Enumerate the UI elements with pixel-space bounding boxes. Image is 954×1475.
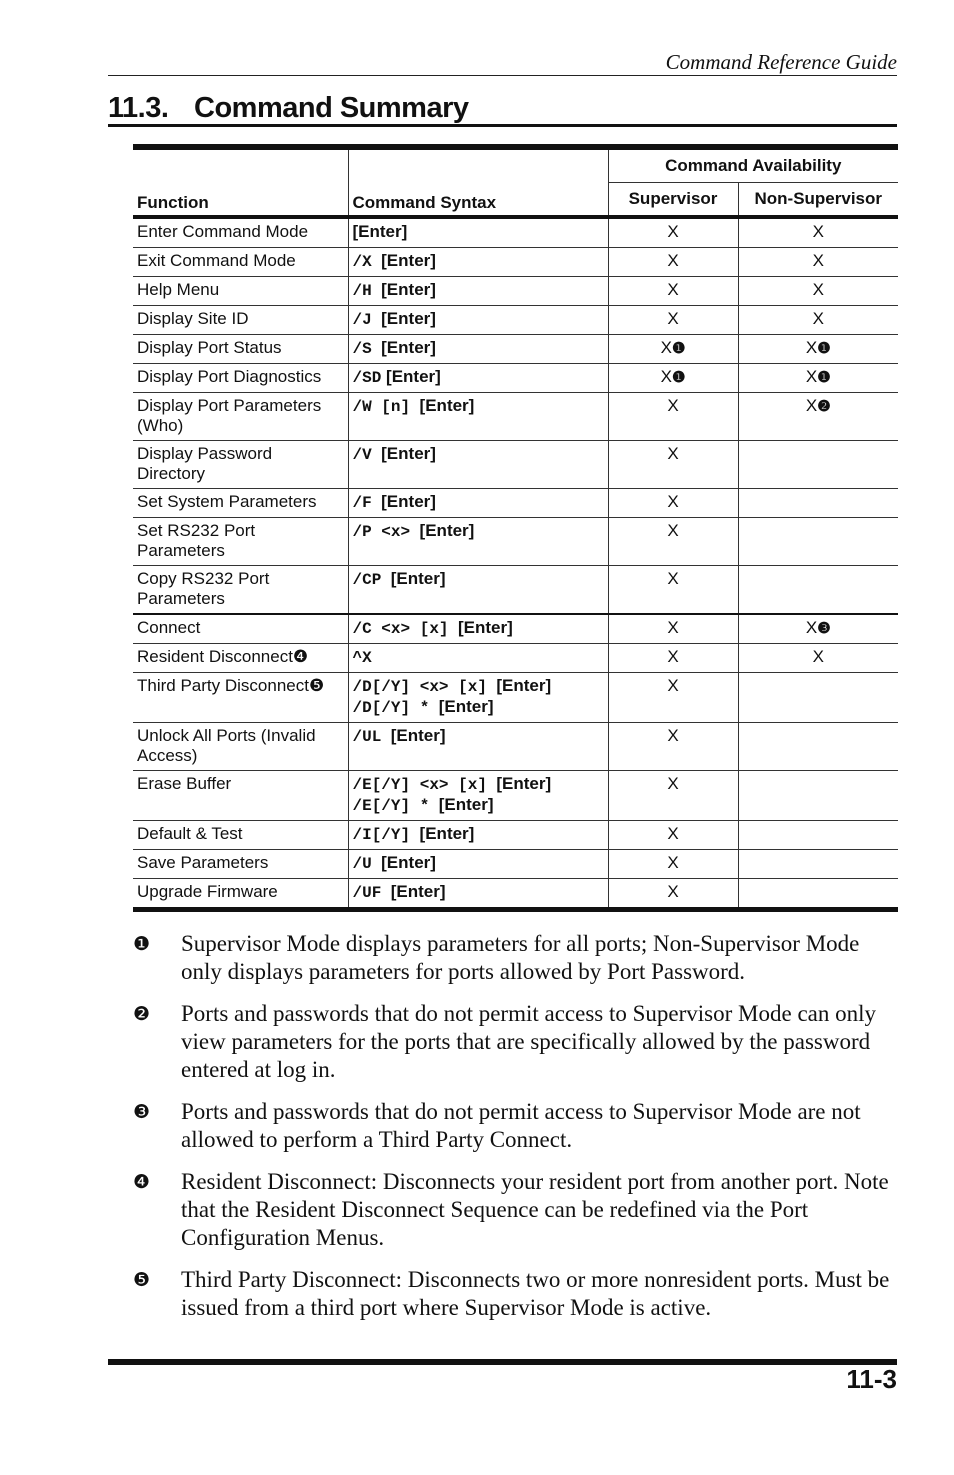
command-key: [Enter] xyxy=(429,697,494,716)
availability-mark: X xyxy=(660,338,672,357)
footnote-ref: ❶ xyxy=(817,369,831,386)
cell-syntax xyxy=(348,441,608,489)
footnote-number-icon: ❸ xyxy=(133,1101,151,1123)
cell-function: Erase Buffer xyxy=(133,771,348,821)
availability-mark: X xyxy=(667,444,679,463)
availability-mark: X xyxy=(667,492,679,511)
cell-supervisor xyxy=(608,644,738,673)
syntax-line xyxy=(353,492,604,513)
command-code: /E[/Y] * xyxy=(352,797,430,815)
table-row xyxy=(133,335,898,364)
cell-non-supervisor xyxy=(738,614,898,644)
cell-syntax xyxy=(348,723,608,771)
cell-function: Unlock All Ports (Invalid Access) xyxy=(133,723,348,771)
command-code: /W [n] xyxy=(352,398,411,416)
cell-syntax xyxy=(348,673,608,723)
cell-non-supervisor xyxy=(738,393,898,441)
command-code: /X xyxy=(352,253,372,271)
syntax-line xyxy=(353,222,604,242)
col-header-availability: Command Availability xyxy=(608,147,898,183)
table-row xyxy=(133,364,898,393)
command-key: [Enter] xyxy=(410,396,475,415)
availability-mark: X xyxy=(660,367,672,386)
cell-supervisor xyxy=(608,217,738,248)
command-key: [Enter] xyxy=(381,569,446,588)
availability-mark: X xyxy=(667,882,679,901)
availability-mark: X xyxy=(667,396,679,415)
syntax-line xyxy=(353,251,604,272)
table-row xyxy=(133,518,898,566)
table-row xyxy=(133,673,898,723)
cell-supervisor xyxy=(608,518,738,566)
cell-syntax xyxy=(348,771,608,821)
cell-supervisor xyxy=(608,441,738,489)
footnote-text: Ports and passwords that do not permit access to Supervisor Mode are not allowed to perform a Third Party Connect. xyxy=(181,1099,861,1152)
cell-function: Enter Command Mode xyxy=(133,217,348,248)
cell-supervisor xyxy=(608,277,738,306)
cell-non-supervisor xyxy=(738,644,898,673)
cell-supervisor xyxy=(608,393,738,441)
table-body xyxy=(133,217,898,910)
cell-supervisor xyxy=(608,614,738,644)
availability-mark: X xyxy=(667,618,679,637)
syntax-line xyxy=(353,676,604,697)
page-number: 11-3 xyxy=(846,1364,897,1394)
footnote xyxy=(133,1168,898,1252)
cell-non-supervisor xyxy=(738,518,898,566)
availability-mark: X xyxy=(812,251,824,270)
footnote-number-icon: ❹ xyxy=(133,1171,151,1193)
footnote xyxy=(133,1098,898,1154)
footnote xyxy=(133,930,898,986)
cell-syntax xyxy=(348,566,608,615)
availability-mark: X xyxy=(812,280,824,299)
command-code: /U xyxy=(352,855,372,873)
footnote xyxy=(133,1000,898,1084)
syntax-line xyxy=(353,521,604,542)
section-number: 11.3. xyxy=(108,92,169,124)
cell-function: Exit Command Mode xyxy=(133,248,348,277)
command-key: [Enter] xyxy=(448,618,513,637)
command-code: /C <x> [x] xyxy=(352,620,449,638)
cell-non-supervisor xyxy=(738,248,898,277)
table-row xyxy=(133,644,898,673)
availability-mark: X xyxy=(667,569,679,588)
cell-supervisor xyxy=(608,248,738,277)
command-key: [Enter] xyxy=(429,795,494,814)
col-header-syntax: Command Syntax xyxy=(348,147,608,217)
command-key: [Enter] xyxy=(410,824,475,843)
command-code: /D[/Y] <x> [x] xyxy=(352,678,487,696)
syntax-line xyxy=(353,396,604,417)
availability-mark: X xyxy=(667,222,679,241)
cell-syntax xyxy=(348,393,608,441)
cell-supervisor xyxy=(608,566,738,615)
cell-supervisor xyxy=(608,335,738,364)
cell-syntax xyxy=(348,489,608,518)
syntax-line xyxy=(353,647,604,668)
section-title xyxy=(108,92,469,125)
syntax-line xyxy=(353,444,604,465)
footnote-number-icon: ❶ xyxy=(133,933,151,955)
cell-non-supervisor xyxy=(738,217,898,248)
table-row xyxy=(133,217,898,248)
availability-mark: X xyxy=(805,396,818,415)
availability-mark: X xyxy=(805,618,818,637)
cell-function: Connect xyxy=(133,614,348,644)
command-key: [Enter] xyxy=(381,726,446,745)
cell-non-supervisor xyxy=(738,306,898,335)
cell-syntax xyxy=(348,850,608,879)
syntax-line xyxy=(353,569,604,590)
command-code: /S xyxy=(352,340,372,358)
cell-function: Display Port Status xyxy=(133,335,348,364)
cell-function: Display Password Directory xyxy=(133,441,348,489)
command-key: [Enter] xyxy=(486,676,552,695)
col-header-function: Function xyxy=(133,147,348,217)
table-row xyxy=(133,393,898,441)
cell-supervisor xyxy=(608,306,738,335)
cell-function: Default & Test xyxy=(133,821,348,850)
command-code: /V xyxy=(352,446,372,464)
syntax-line xyxy=(353,367,604,388)
cell-non-supervisor xyxy=(738,723,898,771)
cell-syntax xyxy=(348,335,608,364)
command-key: [Enter] xyxy=(381,882,446,901)
availability-mark: X xyxy=(667,853,679,872)
command-code: /E[/Y] <x> [x] xyxy=(352,776,487,794)
cell-function: Set System Parameters xyxy=(133,489,348,518)
cell-syntax xyxy=(348,248,608,277)
table-row xyxy=(133,850,898,879)
cell-function: Upgrade Firmware xyxy=(137,882,278,901)
cell-supervisor xyxy=(608,850,738,879)
col-header-supervisor: Supervisor xyxy=(608,183,738,218)
availability-mark: X xyxy=(667,824,679,843)
cell-syntax xyxy=(348,518,608,566)
command-key: [Enter] xyxy=(381,367,441,386)
table-row xyxy=(133,277,898,306)
cell-non-supervisor xyxy=(738,771,898,821)
syntax-line xyxy=(353,853,604,874)
table-row xyxy=(133,771,898,821)
footnote-ref: ❶ xyxy=(671,369,686,386)
cell-function: Third Party Disconnect❺ xyxy=(133,673,348,723)
availability-mark: X xyxy=(667,521,679,540)
command-code: /P <x> xyxy=(352,523,411,541)
command-code: /J xyxy=(352,311,372,329)
syntax-line xyxy=(353,618,604,639)
availability-mark: X xyxy=(812,309,824,328)
footer-rule xyxy=(108,1359,897,1365)
footnotes xyxy=(133,930,898,1336)
cell-syntax xyxy=(348,306,608,335)
syntax-line xyxy=(353,280,604,301)
cell-non-supervisor xyxy=(738,364,898,393)
footnote-number-icon: ❺ xyxy=(133,1269,151,1291)
cell-supervisor xyxy=(608,673,738,723)
table-row xyxy=(133,306,898,335)
cell-non-supervisor xyxy=(738,879,898,910)
footnote-text: Third Party Disconnect: Disconnects two or more nonresident ports. Must be issued from a third port where Supervisor Mode is active. xyxy=(181,1267,890,1320)
syntax-line xyxy=(353,824,604,845)
table-row xyxy=(133,441,898,489)
availability-mark: X xyxy=(667,726,679,745)
availability-mark: X xyxy=(812,647,824,666)
command-code: /UF xyxy=(352,884,382,902)
cell-supervisor xyxy=(608,489,738,518)
cell-syntax xyxy=(348,217,608,248)
cell-supervisor xyxy=(608,723,738,771)
command-code: /D[/Y] * xyxy=(352,699,430,717)
command-key: [Enter] xyxy=(371,444,436,463)
cell-supervisor xyxy=(608,879,738,910)
table-row xyxy=(133,566,898,615)
table-row xyxy=(133,723,898,771)
command-key: [Enter] xyxy=(371,492,436,511)
command-code: /SD xyxy=(352,369,382,387)
footnote xyxy=(133,1266,898,1322)
footnote-number-icon: ❷ xyxy=(133,1003,151,1025)
footnote-text: Resident Disconnect: Disconnects your resident port from another port. Note that the Resident Disconnect Sequence can be redefined via the Port Configuration Menus. xyxy=(181,1169,889,1250)
cell-function: Resident Disconnect❹ xyxy=(133,644,348,673)
footnote-text: Supervisor Mode displays parameters for all ports; Non-Supervisor Mode only displays parameters for ports allowed by Port Password. xyxy=(181,931,860,984)
syntax-line xyxy=(353,726,604,747)
availability-mark: X xyxy=(667,676,679,695)
syntax-line xyxy=(353,309,604,330)
command-key: [Enter] xyxy=(371,309,436,328)
cell-non-supervisor xyxy=(738,335,898,364)
footnote-ref: ❶ xyxy=(671,340,686,357)
command-key: [Enter] xyxy=(371,853,436,872)
availability-mark: X xyxy=(667,774,679,793)
footnote-text: Ports and passwords that do not permit access to Supervisor Mode can only view parameters for the ports that are specifically allowed by the password entered at log in. xyxy=(181,1001,876,1082)
cell-non-supervisor xyxy=(738,673,898,723)
command-key: [Enter] xyxy=(352,222,408,241)
availability-mark: X xyxy=(667,251,679,270)
command-code: /H xyxy=(352,282,372,300)
syntax-line xyxy=(353,882,604,903)
cell-syntax xyxy=(348,879,608,910)
command-code: /I[/Y] xyxy=(352,826,411,844)
cell-syntax xyxy=(348,614,608,644)
cell-non-supervisor xyxy=(738,566,898,615)
command-summary-table xyxy=(133,144,898,912)
command-key: [Enter] xyxy=(371,338,436,357)
table-row xyxy=(133,821,898,850)
table-row xyxy=(133,614,898,644)
availability-mark: X xyxy=(667,309,679,328)
cell-non-supervisor xyxy=(738,277,898,306)
cell-non-supervisor xyxy=(738,850,898,879)
syntax-line xyxy=(353,338,604,359)
availability-mark: X xyxy=(805,338,818,357)
footnote-ref: ❷ xyxy=(817,398,831,415)
command-key: [Enter] xyxy=(371,280,436,299)
availability-mark: X xyxy=(812,222,824,241)
cell-syntax xyxy=(348,364,608,393)
command-code: ^X xyxy=(352,649,372,667)
table-row xyxy=(133,489,898,518)
syntax-line xyxy=(353,774,604,795)
availability-mark: X xyxy=(805,367,818,386)
table-row xyxy=(133,879,898,910)
title-rule xyxy=(108,124,897,127)
command-code: /F xyxy=(352,494,372,512)
availability-mark: X xyxy=(667,280,679,299)
cell-function: Display Port Parameters (Who) xyxy=(133,393,348,441)
section-title-text: Command Summary xyxy=(194,92,469,124)
footnote-ref: ❸ xyxy=(817,620,831,637)
cell-function: Display Port Diagnostics xyxy=(133,364,348,393)
running-head: Command Reference Guide xyxy=(665,50,897,74)
cell-non-supervisor xyxy=(738,489,898,518)
col-header-non-supervisor: Non-Supervisor xyxy=(738,183,898,218)
command-key: [Enter] xyxy=(371,251,436,270)
cell-non-supervisor xyxy=(738,441,898,489)
cell-supervisor xyxy=(608,771,738,821)
availability-mark: X xyxy=(667,647,679,666)
header-rule xyxy=(108,75,897,76)
cell-function: Help Menu xyxy=(133,277,348,306)
cell-function: Display Site ID xyxy=(133,306,348,335)
cell-supervisor xyxy=(608,364,738,393)
footnote-ref: ❶ xyxy=(817,340,831,357)
cell-supervisor xyxy=(608,821,738,850)
command-code: /CP xyxy=(352,571,382,589)
command-code: /UL xyxy=(352,728,382,746)
cell-syntax xyxy=(348,821,608,850)
syntax-line xyxy=(353,697,604,718)
cell-function: Save Parameters xyxy=(133,850,348,879)
cell-function: Set RS232 Port Parameters xyxy=(133,518,348,566)
syntax-line xyxy=(353,795,604,816)
command-key: [Enter] xyxy=(486,774,552,793)
table-row xyxy=(133,248,898,277)
cell-syntax xyxy=(348,644,608,673)
cell-syntax xyxy=(348,277,608,306)
cell-function: Copy RS232 Port Parameters xyxy=(133,566,348,615)
command-key: [Enter] xyxy=(410,521,475,540)
cell-non-supervisor xyxy=(738,821,898,850)
